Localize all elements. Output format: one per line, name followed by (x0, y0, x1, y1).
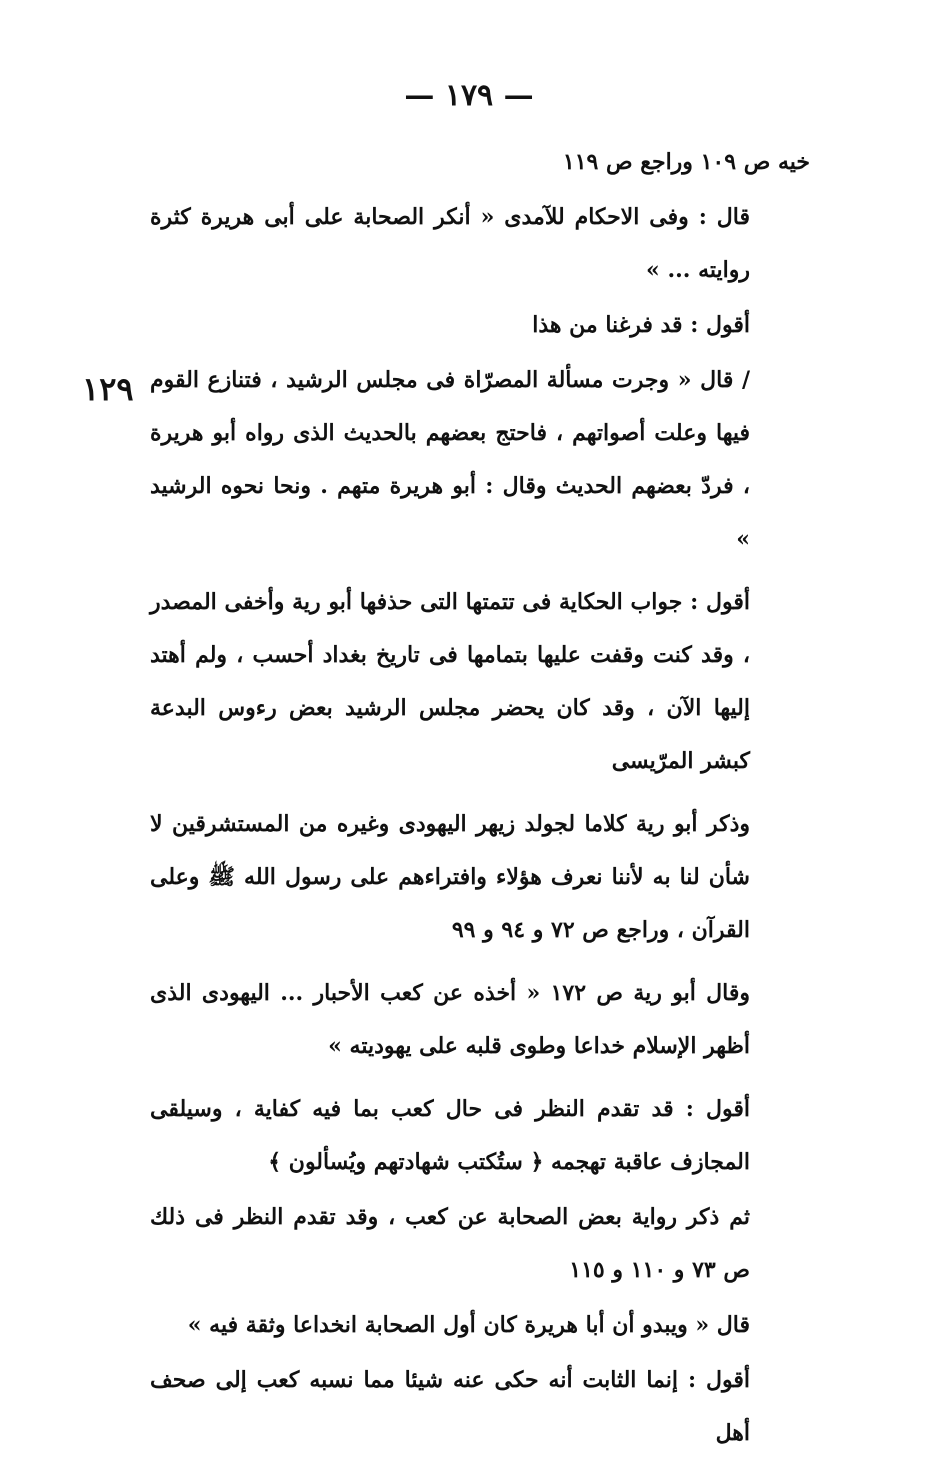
page-number: — ١٧٩ — (404, 78, 534, 113)
main-text (150, 136, 810, 1462)
paragraph-9: ثم ذكر رواية بعض الصحابة عن كعب ، وقد تقدم النظر فى ذلك ص ٧٣ و ١١٠ و ١١٥ (150, 1204, 750, 1283)
paragraph-10: قال « ويبدو أن أبا هريرة كان أول الصحابة انخداعا وثقة فيه » (187, 1312, 750, 1338)
paragraph-1: خيه ص ١٠٩ وراجع ص ١١٩ (562, 149, 810, 175)
paragraph-4: / قال « وجرت مسألة المصرّاة فى مجلس الرشيد ، فتنازع القوم فيها وعلت أصواتهم ، فاحتج بعضهم بالحديث الذى رواه أبو هريرة ، فردّ بعضهم الحديث وقال : أبو هريرة متهم . ونحا نحوه الرشيد » (150, 367, 750, 552)
paragraph-5: أقول : جواب الحكاية فى تتمتها التى حذفها أبو رية وأخفى المصدر ، وقد كنت وقفت عليها بتمامها فى تاريخ بغداد أحسب ، ولم أهتد إليها الآن ، وقد كان يحضر مجلس الرشيد بعض رءوس البدعة كبشر المرّيسى (150, 589, 750, 774)
margin-note: ١٢٩ (82, 370, 134, 408)
paragraph-7: وقال أبو رية ص ١٧٢ « أخذه عن كعب الأحبار ... اليهودى الذى أظهر الإسلام خداعا وطوى قلبه على يهوديته » (150, 980, 750, 1059)
paragraph-6: وذكر أبو رية كلاما لجولد زيهر اليهودى وغيره من المستشرقين لا شأن لنا به لأننا نعرف هؤلاء وافتراءهم على رسول الله ﷺ وعلى القرآن ، وراجع ص ٧٢ و ٩٤ و ٩٩ (150, 811, 750, 943)
paragraph-3: أقول : قد فرغنا من هذا (532, 312, 750, 338)
paragraph-8: أقول : قد تقدم النظر فى حال كعب بما فيه كفاية ، وسيلقى المجازف عاقبة تهجمه ﴿ ستُكتب شهادتهم ويُسألون ﴾ (150, 1096, 750, 1175)
paragraph-2: قال : وفى الاحكام للآمدى « أنكر الصحابة على أبى هريرة كثرة روايته ... » (150, 204, 750, 283)
paragraph-11: أقول : إنما الثابت أنه حكى عنه شيئا مما نسبه كعب إلى صحف أهل (150, 1367, 750, 1446)
